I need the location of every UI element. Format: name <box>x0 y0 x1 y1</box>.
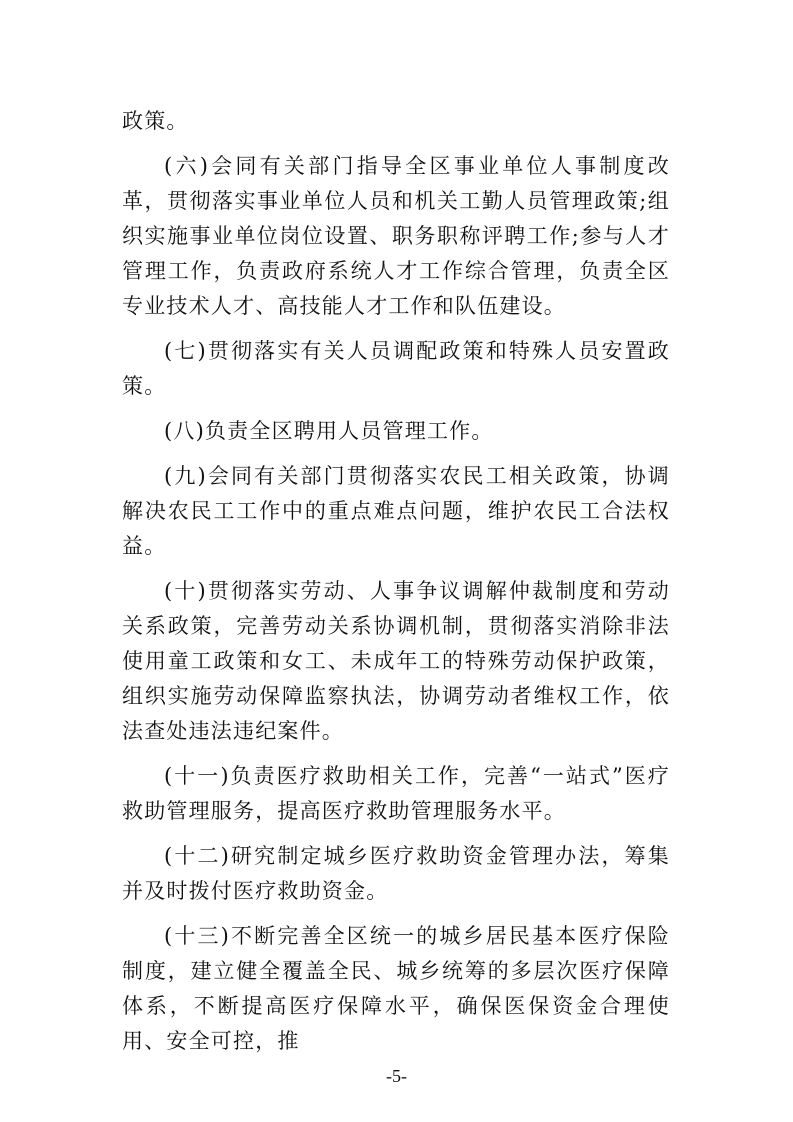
paragraph-item-13: (十三)不断完善全区统一的城乡居民基本医疗保险制度，建立健全覆盖全民、城乡统筹的多层次医疗保障体系，不断提高医疗保障水平，确保医保资金合理使用、安全可控，推 <box>122 924 670 1053</box>
paragraph-item-6: (六)会同有关部门指导全区事业单位人事制度改革，贯彻落实事业单位人员和机关工勤人员管理政策;组织实施事业单位岗位设置、职务职称评聘工作;参与人才管理工作，负责政府系统人才工作综合管理，负责全区专业技术人才、高技能人才工作和队伍建设。 <box>122 154 670 318</box>
paragraph-item-9: (九)会同有关部门贯彻落实农民工相关政策，协调解决农民工工作中的重点难点问题，维护农民工合法权益。 <box>122 464 670 558</box>
paragraph-item-8: (八)负责全区聘用人员管理工作。 <box>164 419 494 443</box>
paragraph-item-12: (十二)研究制定城乡医疗救助资金管理办法，筹集并及时拨付医疗救助资金。 <box>122 844 670 903</box>
paragraph-item-11: (十一)负责医疗救助相关工作，完善“一站式”医疗救助管理服务，提高医疗救助管理服务水平。 <box>122 764 670 823</box>
paragraph-item-10: (十)贯彻落实劳动、人事争议调解仲裁制度和劳动关系政策，完善劳动关系协调机制，贯彻落实消除非法使用童工政策和女工、未成年工的特殊劳动保护政策，组织实施劳动保障监察执法，协调劳动者维权工作，依法查处违法违纪案件。 <box>122 579 670 743</box>
document-body <box>122 104 670 1059</box>
paragraph-continuation: 政策。 <box>122 109 189 133</box>
page-number: -5- <box>386 1066 407 1086</box>
paragraph-item-7: (七)贯彻落实有关人员调配政策和特殊人员安置政策。 <box>122 339 670 398</box>
